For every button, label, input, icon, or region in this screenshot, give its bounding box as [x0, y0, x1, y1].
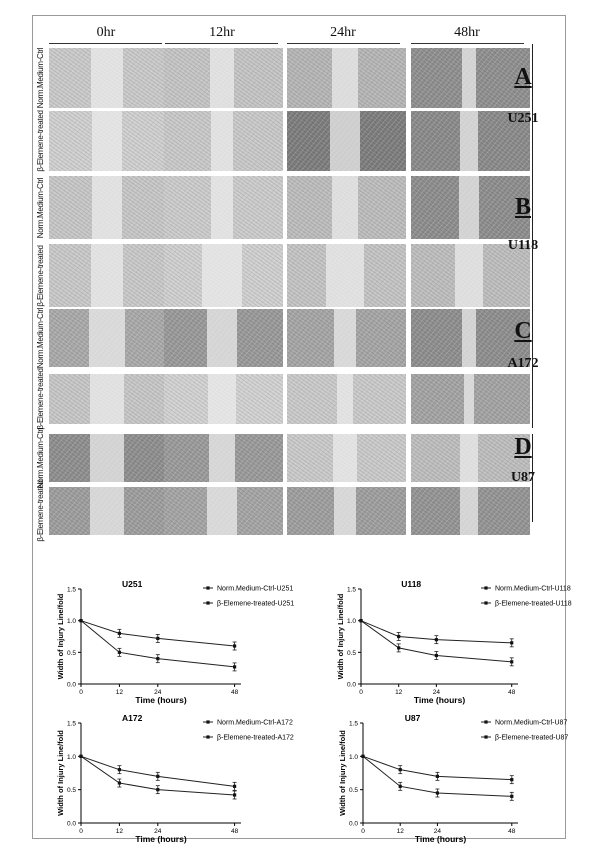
legend-label: β-Elemene-treated-A172 — [217, 734, 294, 742]
data-point — [118, 632, 121, 635]
legend-marker — [206, 601, 209, 604]
charts-layer — [33, 16, 572, 844]
x-tick-label: 48 — [508, 689, 516, 696]
x-tick-label: 24 — [154, 828, 162, 835]
legend-label: Norm.Medium-Ctrl-U87 — [495, 719, 568, 727]
legend-label: β-Elemene-treated-U118 — [495, 600, 572, 608]
legend-marker — [484, 735, 487, 738]
data-point — [436, 775, 439, 778]
column-header-48hr: 48hr — [454, 25, 480, 40]
y-tick-label: 1.5 — [66, 586, 76, 594]
data-point — [118, 768, 121, 771]
data-point — [156, 637, 159, 640]
data-point — [79, 755, 82, 758]
y-tick-label: 0.5 — [346, 649, 356, 657]
group-letter-d: D — [514, 434, 532, 460]
series-line — [81, 756, 235, 786]
legend-marker — [206, 586, 209, 589]
x-axis-label: Time (hours) — [135, 834, 187, 844]
x-tick-label: 24 — [433, 828, 442, 835]
legend-marker — [206, 735, 209, 738]
y-tick-label: 0.0 — [348, 820, 358, 828]
x-axis-label: Time (hours) — [413, 695, 466, 705]
x-tick-label: 12 — [115, 828, 124, 835]
x-tick-label: 0 — [359, 689, 363, 696]
x-tick-label: 12 — [395, 689, 403, 696]
group-letter-a: A — [514, 64, 532, 90]
data-point — [156, 657, 159, 660]
group-name-a172: A172 — [507, 356, 539, 371]
y-tick-label: 0.0 — [346, 681, 356, 689]
legend-marker — [484, 720, 487, 723]
row-label-u87-ctrl: Norm.Medium-Ctrl — [36, 427, 45, 489]
row-label-u118-ctrl: Norm.Medium-Ctrl — [36, 177, 45, 238]
group-letter-c: C — [514, 318, 532, 344]
data-point — [397, 646, 400, 649]
y-tick-label: 0.0 — [66, 681, 76, 689]
y-axis-label: Width of Injury Line/fold — [56, 593, 65, 680]
x-axis-label: Time (hours) — [414, 834, 467, 844]
legend-label: Norm.Medium-Ctrl-U251 — [217, 585, 294, 593]
data-point — [361, 755, 364, 758]
y-tick-label: 1.0 — [346, 618, 356, 626]
data-point — [233, 644, 236, 647]
y-axis-label: Width of Injury Line/fold — [56, 730, 65, 816]
data-point — [510, 641, 513, 644]
y-axis-label: Width of Injury Line/fold — [338, 730, 347, 816]
y-tick-label: 1.5 — [348, 720, 358, 728]
chart-title: A172 — [122, 713, 143, 723]
y-tick-label: 0.5 — [66, 787, 76, 795]
x-tick-label: 48 — [230, 689, 239, 696]
y-axis-label: Width of Injury Line/fold — [336, 593, 345, 680]
x-tick-label: 24 — [432, 689, 440, 696]
group-name-u251: U251 — [507, 111, 539, 126]
legend-label: β-Elemene-treated-U87 — [495, 734, 569, 742]
data-point — [156, 775, 159, 778]
column-header-12hr: 12hr — [209, 25, 235, 40]
x-axis-label: Time (hours) — [135, 695, 187, 705]
y-tick-label: 1.0 — [66, 753, 76, 761]
data-point — [233, 665, 236, 668]
data-point — [435, 654, 438, 657]
column-header-24hr: 24hr — [330, 25, 356, 40]
group-name-u118: U118 — [507, 238, 539, 253]
data-point — [233, 785, 236, 788]
chart-title: U87 — [404, 713, 421, 723]
data-point — [156, 788, 159, 791]
group-name-u87: U87 — [510, 470, 536, 485]
data-point — [118, 651, 121, 654]
legend-label: Norm.Medium-Ctrl-U118 — [495, 585, 571, 593]
data-point — [399, 768, 402, 771]
row-label-u251-treated: β-Elemene-treated — [36, 110, 45, 172]
data-point — [233, 793, 236, 796]
x-tick-label: 0 — [361, 828, 365, 835]
x-tick-label: 24 — [154, 689, 162, 696]
x-tick-label: 12 — [115, 689, 124, 696]
y-tick-label: 0.0 — [66, 820, 76, 828]
x-tick-label: 48 — [230, 828, 239, 835]
row-label-u87-treated: β-Elemene-treated — [36, 480, 45, 542]
legend-marker — [484, 601, 487, 604]
y-tick-label: 1.0 — [348, 753, 358, 761]
data-point — [436, 791, 439, 794]
row-label-u118-treated: β-Elemene-treated — [36, 244, 45, 307]
row-label-u251-ctrl: Norm.Medium-Ctrl — [36, 47, 45, 109]
data-point — [79, 619, 82, 622]
legend-label: Norm.Medium-Ctrl-A172 — [217, 719, 293, 727]
x-tick-label: 12 — [396, 828, 404, 835]
legend-marker — [206, 720, 209, 723]
y-tick-label: 0.5 — [66, 649, 76, 657]
data-point — [118, 781, 121, 784]
y-tick-label: 1.0 — [66, 618, 76, 626]
legend-label: β-Elemene-treated-U251 — [217, 600, 295, 608]
x-tick-label: 0 — [79, 828, 83, 835]
data-point — [399, 785, 402, 788]
column-header-0hr: 0hr — [96, 25, 116, 40]
x-tick-label: 48 — [508, 828, 516, 835]
y-tick-label: 1.5 — [66, 720, 76, 728]
group-letter-b: B — [514, 194, 531, 220]
row-label-a172-treated: β-Elemene-treated — [36, 368, 45, 430]
chart-title: U118 — [401, 579, 422, 589]
chart-title: U251 — [122, 579, 143, 589]
data-point — [510, 778, 513, 781]
y-tick-label: 0.5 — [348, 787, 358, 795]
data-point — [510, 795, 513, 798]
y-tick-label: 1.5 — [346, 586, 356, 594]
figure-panel — [32, 15, 572, 844]
data-point — [397, 635, 400, 638]
legend-marker — [484, 586, 487, 589]
data-point — [435, 638, 438, 641]
row-label-a172-ctrl: Norm.Medium-Ctrl — [36, 307, 45, 369]
data-point — [359, 619, 362, 622]
x-tick-label: 0 — [79, 689, 83, 696]
data-point — [510, 660, 513, 663]
